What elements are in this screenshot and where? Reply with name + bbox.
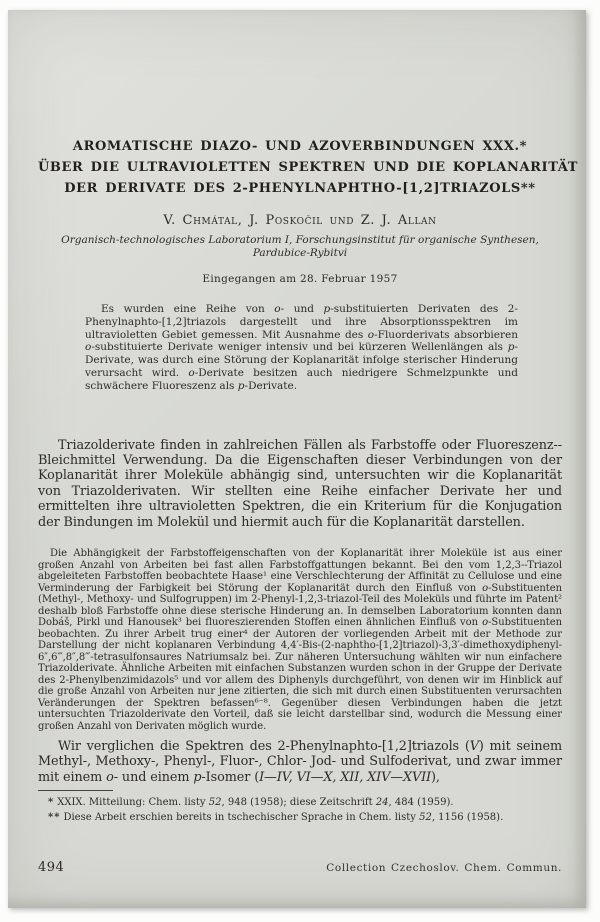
affiliation-line-2: Pardubice-Rybitvi	[252, 247, 348, 259]
main-paragraph-3: Wir verglichen die Spektren des 2-Phenylnaphto-[1,2]triazols (V) mit seinem Methyl-, Methoxy-, Phenyl-, Fluor-, Chlor- Jod- und Sulfoderivat, und zwar immer mit einem o- und einem p-Isomer (I—IV, VI—X, XII, XIV—XVII),	[38, 739, 563, 785]
footnote-1-marker: *	[48, 797, 55, 809]
footnote-2	[38, 811, 562, 826]
footnote-1	[38, 796, 562, 811]
page-footer	[38, 860, 562, 875]
footnote-2-text: Diese Arbeit erschien bereits in tschechischer Sprache in Chem. listy 52, 1156 (1958).	[63, 811, 504, 823]
article-title-line-3: DER DERIVATE DES 2-PHENYLNAPHTHO-[1,2]TRIAZOLS**	[64, 181, 536, 196]
footnote-1-text: XXIX. Mitteilung: Chem. listy 52, 948 (1958); diese Zeitschrift 24, 484 (1959).	[57, 797, 454, 809]
scanned-journal-page	[8, 10, 586, 908]
abstract-paragraph: Es wurden eine Reihe von o- und p-substituierten Derivaten des 2-Phenylnaphto-[1,2]triazols dargestellt und ihre Absorptionsspektren im ultravioletten Gebiet gemessen. Mit Ausnahme des o-Fluorderivats absorbieren o-substituierte Derivate weniger intensiv und bei kürzeren Wellenlängen als p-Derivate, was durch eine Störung der Koplanarität infolge sterischer Hinderung verursacht wird. o-Derivate besitzen auch niedrigere Schmelzpunkte und schwächere Fluoreszenz als p-Derivate.	[85, 303, 519, 392]
footnote-separator-rule	[38, 790, 113, 791]
authors-line: V. Chmátal, J. Poskočil und Z. J. Allan	[163, 213, 437, 228]
article-title	[38, 136, 579, 199]
footnote-2-marker: **	[48, 811, 61, 823]
affiliation-line-1: Organisch-technologisches Laboratorium I, Forschungsinstitut für organische Synthesen,	[61, 234, 539, 246]
main-paragraph-2-small-print: Die Abhängigkeit der Farbstoffeigenschaften von der Koplanarität ihrer Moleküle ist aus einer großen Anzahl von Arbeiten bei fast allen Farbstoffgattungen bekannt. Bei den vom 1,2,3--Triazol abgeleiteten Farbstoffen beobachtete Haase¹ eine Verschlechterung der Affinität zu Cellulose und eine Verminderung der Farbigkeit bei Störung der Koplanarität durch den Einfluß von o-Substituenten (Methyl-, Methoxy- und Sulfogruppen) im 2-Phenyl-1,2,3-triazol-Teil des Moleküls und führte im Patent² deshalb bloß Farbstoffe ohne diese sterische Hinderung an. In demselben Laboratorium konnten dann Dobáš, Pirkl und Hanousek³ bei fluoreszierenden Stoffen einen ähnlichen Einfluß von o-Substituenten beobachten. Zu ihrer Arbeit trug einer⁴ der Autoren der vorliegenden Arbeit mit der Methode zur Darstellung der nicht koplanaren Verbindung 4,4′-Bis-(2-naphtho-[1,2]triazol)-3,3′-dimethoxydiphenyl-6″,6‴,8″,8‴-tetrasulfonsaures Natriumsalz bei. Zur näheren Untersuchung wählten wir nun einfachere Triazolderivate. Ähnliche Arbeiten mit einfachen Substanzen wurden schon in der Gruppe der Derivate des 2-Phenylbenzimidazols⁵ und vor allem des Diphenyls durchgeführt, von denen wir im Hinblick auf die große Anzahl von Arbeiten nur jene zitierten, die sich mit durch einen Substituenten verursachten Veränderungen der Spektren befassen⁶⁻⁸. Gegenüber diesen Verbindungen haben die jetzt untersuchten Triazolderivate den Vorteil, daß sie leicht darstellbar sind, wodurch die Messung einer großen Anzahl von Derivaten möglich wurde.	[38, 548, 562, 732]
received-date-line: Eingegangen am 28. Februar 1957	[202, 273, 398, 285]
article-title-line-2: ÜBER DIE ULTRAVIOLETTEN SPEKTREN UND DIE KOPLANARITÄT	[38, 160, 579, 175]
article-title-line-1: AROMATISCHE DIAZO- UND AZOVERBINDUNGEN XXX.*	[72, 139, 528, 154]
journal-name: Collection Czechoslov. Chem. Commun.	[326, 862, 562, 874]
main-paragraph-1: Triazolderivate finden in zahlreichen Fällen als Farbstoffe oder Fluoreszenz--Bleichmittel Verwendung. Da die Eigenschaften dieser Verbindungen von der Koplanarität ihrer Moleküle abhängig sind, untersuchten wir die Koplanarität von Triazolderivaten. Wir stellten eine Reihe einfacher Derivate her und ermittelten ihre ultravioletten Spektren, die ein Kriterium für die Konjugation der Bindungen im Molekül und hiermit auch für die Koplanarität darstellen.	[38, 437, 562, 530]
page-number: 494	[38, 860, 65, 875]
footnotes-block	[38, 796, 562, 825]
affiliation	[38, 234, 562, 260]
